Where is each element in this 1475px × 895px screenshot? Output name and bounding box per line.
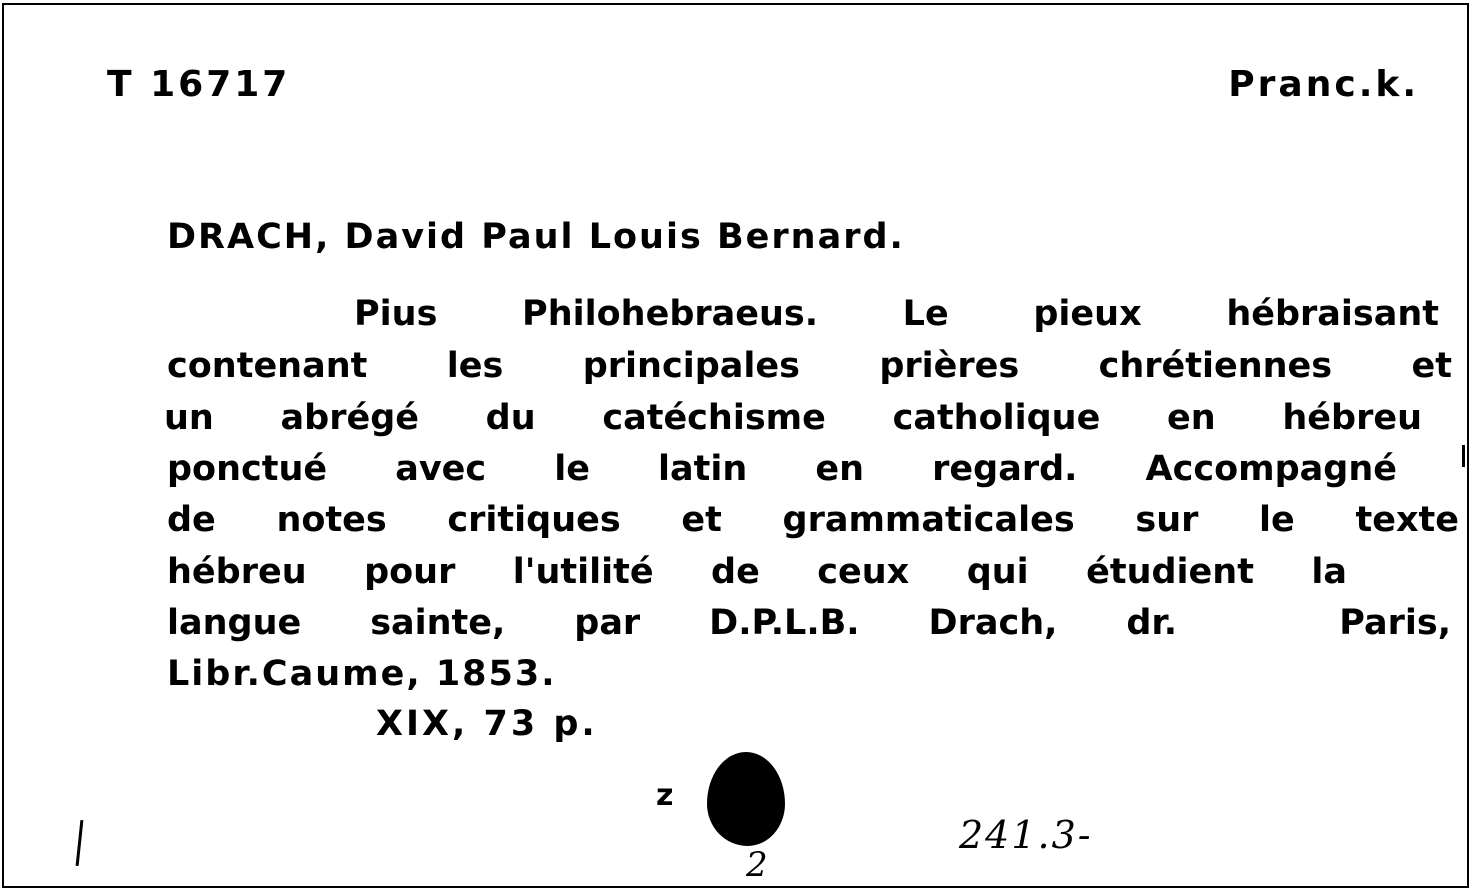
handwritten-number: 241.3- [959,813,1093,857]
author-heading: DRACH, David Paul Louis Bernard. [167,217,905,257]
ink-stamp [707,752,785,846]
stamp-letter: z [656,778,674,813]
category-label: Pranc.k. [1228,64,1419,105]
handwritten-stroke [76,820,84,866]
publisher-year: Libr.Caume, 1853. [167,654,557,694]
title-line-4: ponctué avec le latin en regard. Accompagné [167,449,1397,489]
title-line-2: contenant les principales prières chrétiennes et [167,346,1452,386]
collation: XIX, 73 p. [376,704,598,744]
title-line-5: de notes critiques et grammaticales sur le texte [167,500,1459,540]
publication-place: Paris, [1339,603,1451,643]
catalog-card [2,3,1469,888]
title-line-3: un abrégé du catéchisme catholique en hébreu [164,398,1422,438]
title-line-1: Pius Philohebraeus. Le pieux hébraisant [354,294,1439,334]
edge-mark [1462,445,1465,467]
handwritten-mark: 2 [746,845,770,885]
call-number: T 16717 [107,64,291,105]
title-line-6: hébreu pour l'utilité de ceux qui étudient la [167,552,1347,592]
title-line-7: langue sainte, par D.P.L.B. Drach, dr. [167,603,1177,643]
